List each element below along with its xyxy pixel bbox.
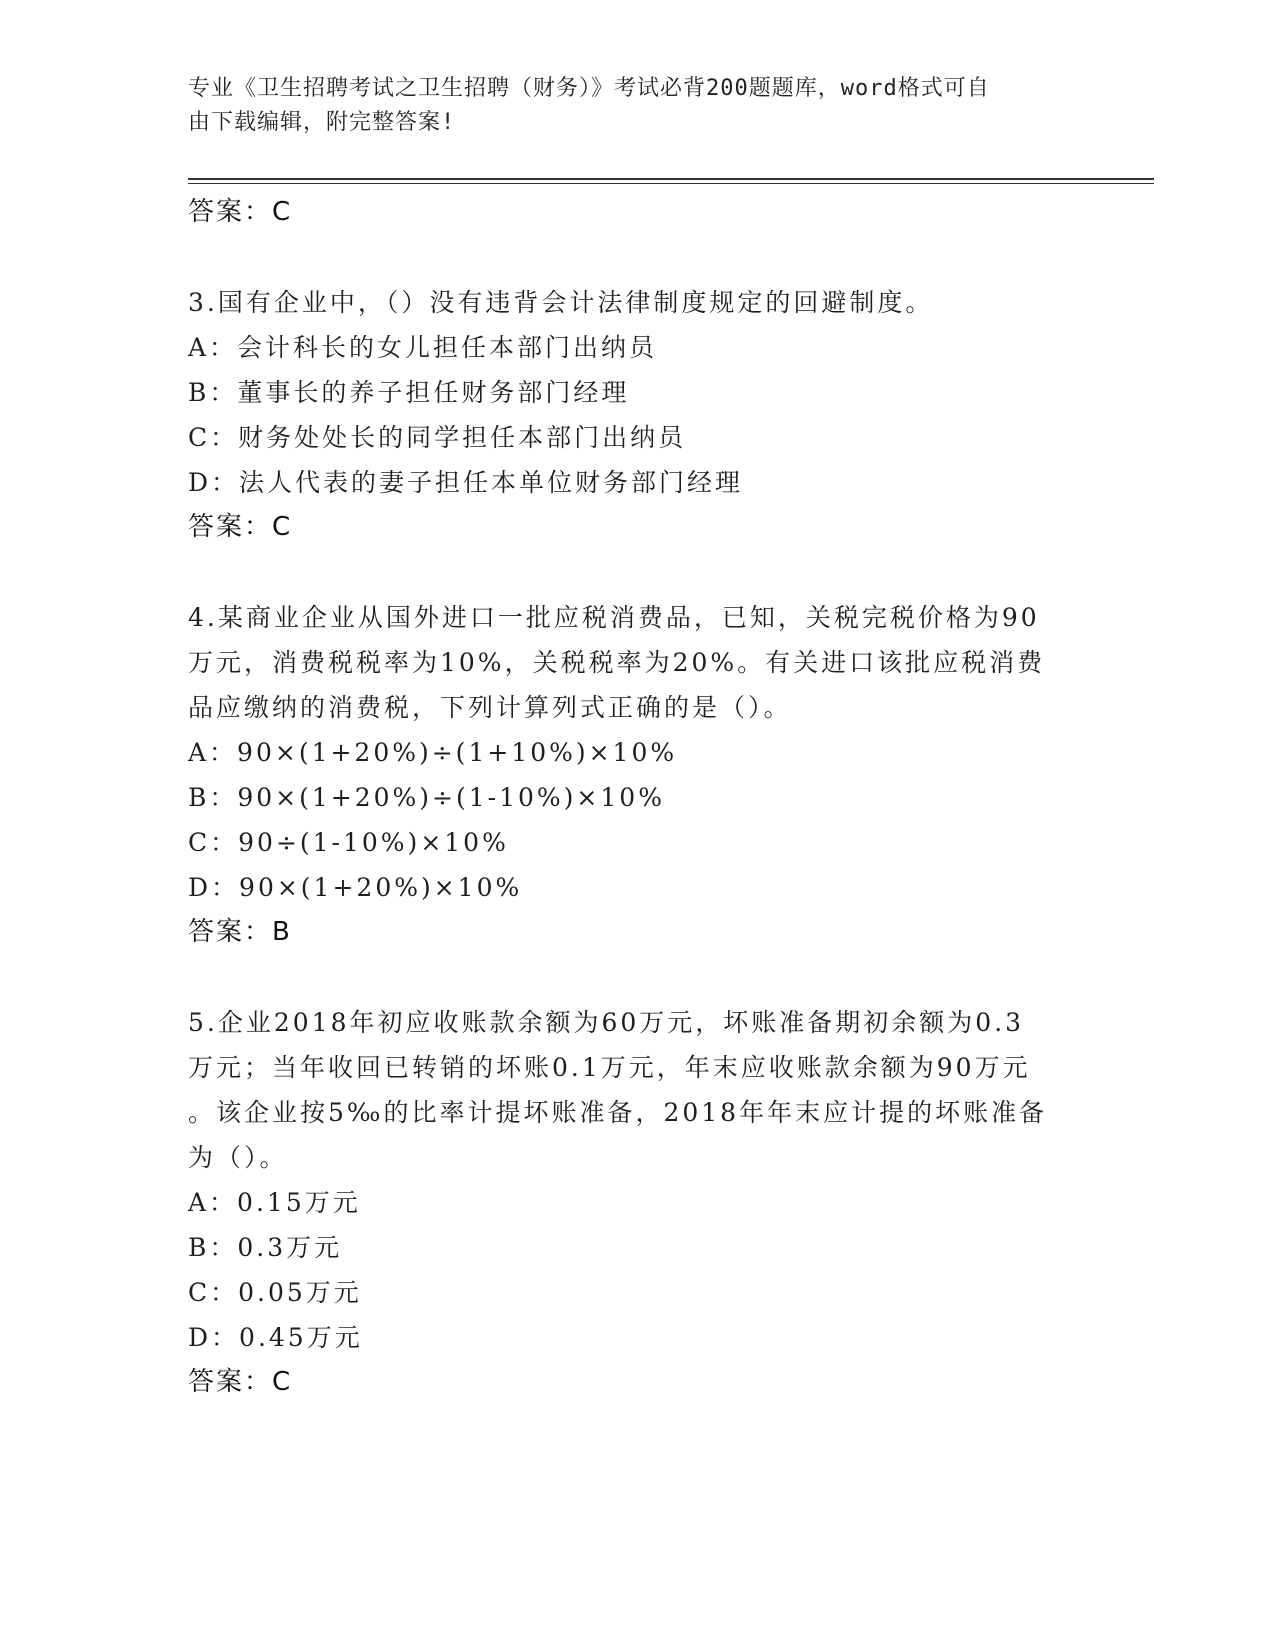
spacer bbox=[188, 235, 1088, 280]
option-a: A：0.15万元 bbox=[188, 1188, 361, 1217]
question-text: 5.企业2018年初应收账款余额为60万元，坏账准备期初余额为0.3 bbox=[188, 1008, 1025, 1037]
option-a: A：会计科长的女儿担任本部门出纳员 bbox=[188, 333, 658, 362]
answer-line: 答案：C bbox=[188, 197, 293, 227]
question-3 bbox=[188, 280, 1088, 550]
option-c: C：0.05万元 bbox=[188, 1278, 362, 1307]
spacer bbox=[188, 550, 1088, 595]
question-4 bbox=[188, 595, 1088, 955]
question-text: 万元；当年收回已转销的坏账0.1万元，年末应收账款余额为90万元 bbox=[188, 1053, 1031, 1082]
option-c: C：财务处处长的同学担任本部门出纳员 bbox=[188, 423, 687, 452]
option-d: D：法人代表的妻子担任本单位财务部门经理 bbox=[188, 468, 744, 497]
option-b: B：90×(1+20%)÷(1-10%)×10% bbox=[188, 783, 665, 812]
question-text: 为（）。 bbox=[188, 1143, 288, 1172]
question-text: 万元，消费税税率为10%，关税税率为20%。有关进口该批应税消费 bbox=[188, 648, 1046, 677]
question-text: 4.某商业企业从国外进口一批应税消费品，已知，关税完税价格为90 bbox=[188, 603, 1040, 632]
answer-line: 答案：C bbox=[188, 1367, 293, 1397]
question-text: 。该企业按5‰的比率计提坏账准备，2018年年末应计提的坏账准备 bbox=[188, 1098, 1048, 1127]
answer-line: 答案：C bbox=[188, 512, 293, 542]
option-a: A：90×(1+20%)÷(1+10%)×10% bbox=[188, 738, 678, 767]
header-line-1: 专业《卫生招聘考试之卫生招聘（财务）》考试必背200题题库，word格式可自 bbox=[188, 76, 990, 101]
question-5 bbox=[188, 1000, 1088, 1405]
spacer bbox=[188, 955, 1088, 1000]
question-text: 3.国有企业中，（）没有违背会计法律制度规定的回避制度。 bbox=[188, 288, 934, 317]
option-b: B：董事长的养子担任财务部门经理 bbox=[188, 378, 630, 407]
document-header bbox=[188, 72, 1078, 140]
header-divider-thin bbox=[188, 183, 1154, 184]
option-c: C：90÷(1-10%)×10% bbox=[188, 828, 509, 857]
question-text: 品应缴纳的消费税，下列计算列式正确的是（）。 bbox=[188, 693, 792, 722]
header-divider bbox=[188, 178, 1154, 180]
option-d: D：0.45万元 bbox=[188, 1323, 363, 1352]
option-d: D：90×(1+20%)×10% bbox=[188, 873, 523, 902]
header-line-2: 由下载编辑，附完整答案! bbox=[188, 110, 456, 135]
answer-line: 答案：B bbox=[188, 917, 292, 947]
question-list bbox=[188, 190, 1088, 1405]
option-b: B：0.3万元 bbox=[188, 1233, 343, 1262]
